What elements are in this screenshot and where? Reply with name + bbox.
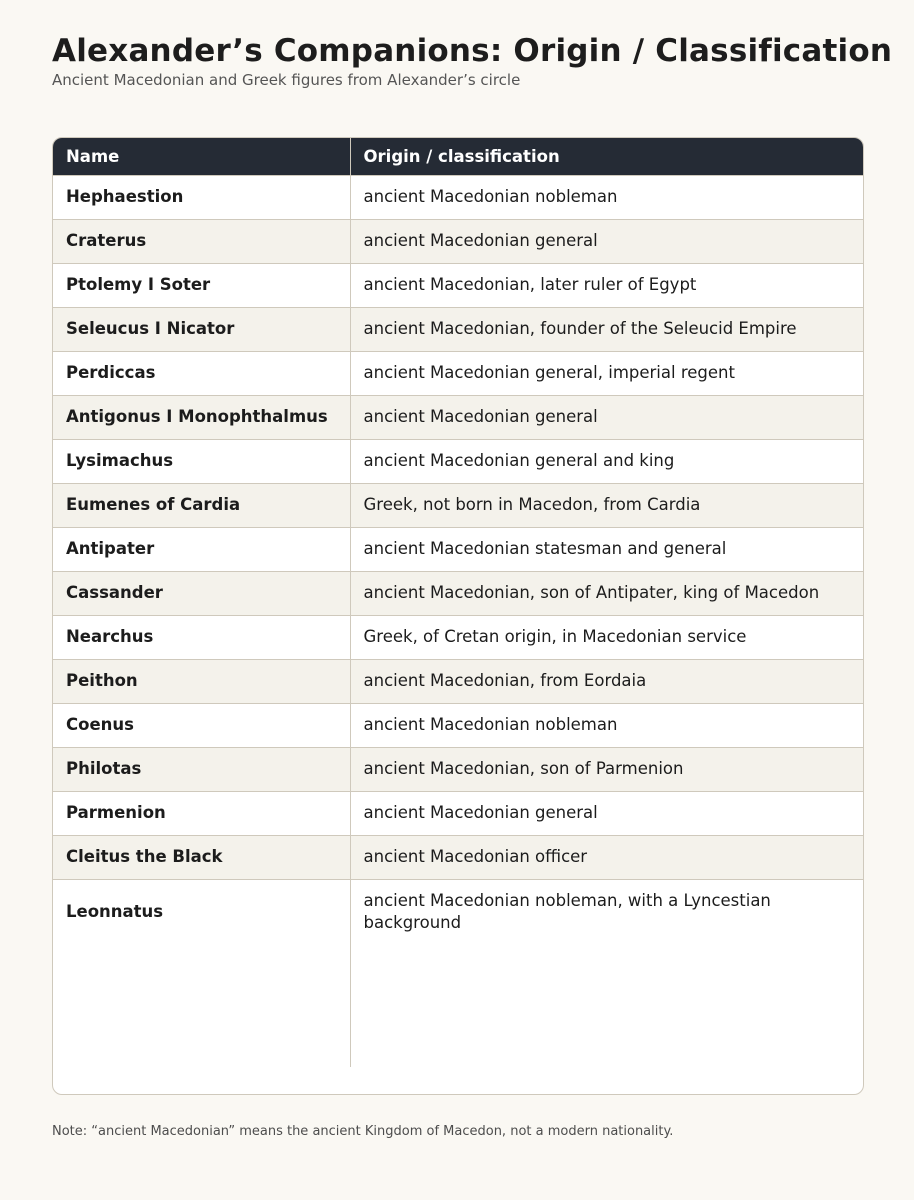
cell-origin: ancient Macedonian officer bbox=[350, 835, 863, 879]
cell-name: Lysimachus bbox=[53, 439, 350, 483]
table-row bbox=[53, 747, 863, 791]
cell-origin: ancient Macedonian general bbox=[350, 791, 863, 835]
cell-origin: ancient Macedonian, later ruler of Egypt bbox=[350, 263, 863, 307]
cell-name: Peithon bbox=[53, 659, 350, 703]
cell-origin: ancient Macedonian nobleman bbox=[350, 703, 863, 747]
table-row bbox=[53, 439, 863, 483]
cell-origin: ancient Macedonian nobleman bbox=[350, 175, 863, 219]
page-subtitle: Ancient Macedonian and Greek figures from Alexander’s circle bbox=[52, 71, 521, 89]
table-row bbox=[53, 835, 863, 879]
cell-origin: ancient Macedonian general and king bbox=[350, 439, 863, 483]
cell-origin: ancient Macedonian general, imperial regent bbox=[350, 351, 863, 395]
cell-name: Cleitus the Black bbox=[53, 835, 350, 879]
footnote: Note: “ancient Macedonian” means the ancient Kingdom of Macedon, not a modern nationality. bbox=[52, 1124, 674, 1139]
cell-name: Eumenes of Cardia bbox=[53, 483, 350, 527]
cell-name: Nearchus bbox=[53, 615, 350, 659]
table-row bbox=[53, 351, 863, 395]
table-row bbox=[53, 879, 863, 1067]
column-header-name: Name bbox=[53, 138, 350, 175]
cell-name: Antigonus I Monophthalmus bbox=[53, 395, 350, 439]
cell-origin: ancient Macedonian, from Eordaia bbox=[350, 659, 863, 703]
cell-name: Seleucus I Nicator bbox=[53, 307, 350, 351]
table-row bbox=[53, 175, 863, 219]
cell-name: Hephaestion bbox=[53, 175, 350, 219]
cell-origin: ancient Macedonian, founder of the Seleucid Empire bbox=[350, 307, 863, 351]
table-row bbox=[53, 659, 863, 703]
table-header-row bbox=[53, 138, 863, 175]
cell-origin: Greek, not born in Macedon, from Cardia bbox=[350, 483, 863, 527]
table-row bbox=[53, 307, 863, 351]
cell-name: Cassander bbox=[53, 571, 350, 615]
cell-name: Parmenion bbox=[53, 791, 350, 835]
companions-table bbox=[52, 137, 864, 1095]
cell-name: Leonnatus bbox=[53, 879, 350, 1067]
table-row bbox=[53, 263, 863, 307]
cell-name: Philotas bbox=[53, 747, 350, 791]
table-row bbox=[53, 571, 863, 615]
table-row bbox=[53, 219, 863, 263]
cell-origin: ancient Macedonian, son of Antipater, king of Macedon bbox=[350, 571, 863, 615]
cell-origin: ancient Macedonian statesman and general bbox=[350, 527, 863, 571]
cell-name: Perdiccas bbox=[53, 351, 350, 395]
cell-name: Craterus bbox=[53, 219, 350, 263]
table-row bbox=[53, 395, 863, 439]
cell-name: Coenus bbox=[53, 703, 350, 747]
table-row bbox=[53, 791, 863, 835]
cell-origin: ancient Macedonian general bbox=[350, 395, 863, 439]
table-row bbox=[53, 527, 863, 571]
page-title: Alexander’s Companions: Origin / Classification bbox=[52, 33, 893, 69]
cell-name: Antipater bbox=[53, 527, 350, 571]
cell-origin: ancient Macedonian general bbox=[350, 219, 863, 263]
table-row bbox=[53, 483, 863, 527]
cell-origin: ancient Macedonian nobleman, with a Lyncestian background bbox=[350, 879, 863, 1067]
cell-name: Ptolemy I Soter bbox=[53, 263, 350, 307]
column-header-origin: Origin / classification bbox=[350, 138, 863, 175]
table-row bbox=[53, 615, 863, 659]
cell-origin: Greek, of Cretan origin, in Macedonian service bbox=[350, 615, 863, 659]
table-row bbox=[53, 703, 863, 747]
cell-origin: ancient Macedonian, son of Parmenion bbox=[350, 747, 863, 791]
